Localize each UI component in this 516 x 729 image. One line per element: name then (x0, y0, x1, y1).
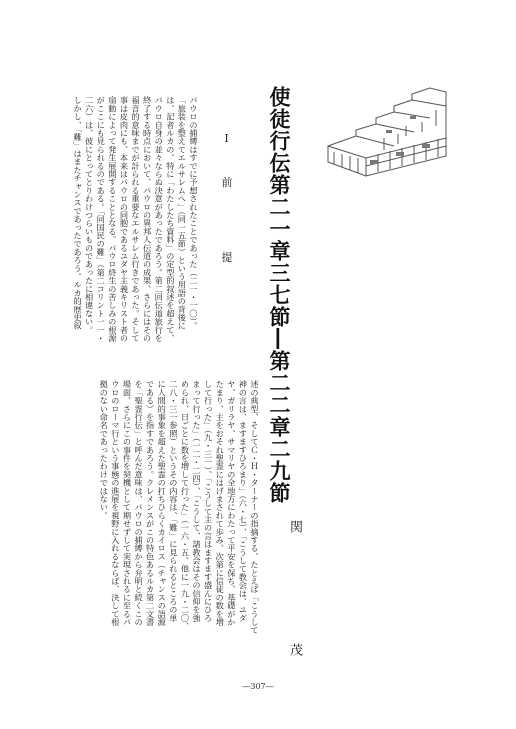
stone-steps-illustration (326, 86, 454, 178)
text-line: がここにも見られるのである。「同国民の難」（第二コリント一一・ (96, 96, 107, 342)
text-line: 場面、さらにこの事件を契機として期せずして実現されるに至るパ (122, 380, 133, 626)
page-number: ―307― (242, 682, 274, 691)
text-line: 拠のない命名であったわけではない。 (99, 380, 110, 520)
text-line: 神の言は、ますますひろまり」（六・七）、「こうして教会は、ユダ (238, 380, 249, 622)
text-line: を「聖霊行伝」と呼んだ意味は、パウロの捕縛から弁明と続くこの (134, 380, 145, 626)
text-line: に人間的事象を超えた聖霊の打ちひらくカイロス（チャンスの語源 (157, 380, 168, 626)
text-line: ヤ、ガリラヤ、サマリヤの全地方にわたって平安を保ち、基礎がか (226, 380, 237, 626)
author-name: 関 茂 (287, 520, 302, 684)
text-line: パウロの捕縛はすでに予想されたことであった（二一・一〇）。 (189, 96, 199, 330)
text-line: 福音的意味までが計られる重要なエルサレム行きであった。そして (131, 96, 142, 342)
text-line: 終了する時点において、パウロの異邦人伝道の成果、さらにはその (142, 96, 153, 342)
text-line: パウロ自身の並々ならぬ決意があったであろう。第二回伝道旅行を (154, 96, 165, 342)
text-line: 扇動によって発生展開することとなる。パウロ終生の苦しみの根源 (107, 96, 118, 342)
section-heading: Ⅰ 前 提 (220, 132, 233, 277)
text-line: 「旅装を整えてエルサレムへ」（同一五節）という用語の背後に (177, 96, 188, 330)
article-title: 使徒行伝第二一章三七節―第二二章二九節 (267, 86, 291, 504)
text-line: ウロのローマ行という事態の進展を視野に入れるならば、決して根 (110, 380, 121, 626)
text-line: して行った」（九・三一）、「こうして主の言はますます盛んにひろ (203, 380, 214, 622)
text-line: 二六）は、彼にとってとりわけつらいものであったに相違ない。 (84, 96, 95, 334)
body-column-left (71, 96, 199, 401)
text-line: しかし、「難」はまたチャンスであったであろう。ルカ的歴史叙 (73, 96, 84, 330)
text-line: は、記者ルカの、特に「わたしたち資料」の定型的叙述を超えて、 (165, 96, 176, 342)
text-line: 述の典型、そしてＣ・Ｈ・ターナーの指摘する、たとえば「こうして (250, 380, 260, 635)
text-line: められ、日ごとに数を増して行った」（一六・五。他に一九・二〇、 (180, 380, 191, 631)
text-line: たまり、主をおそれ聖霊にはげまされて歩み、次第に信徒の数を増 (215, 380, 226, 626)
text-line: 事は皮肉にも、本来はパウロの同胞であるユダヤ主義キリスト者の (119, 96, 130, 342)
body-column-right (98, 380, 260, 685)
text-line: 二八・三一参照）というその内容は、「難」に見られるところの単 (168, 380, 179, 622)
text-line: まって行った」（一二・二四）、「こうして、諸教会はその信仰を強 (192, 380, 203, 622)
text-line: である）を指すであろう。クレメンスがこの特色あるルカ第二文書 (145, 380, 156, 626)
